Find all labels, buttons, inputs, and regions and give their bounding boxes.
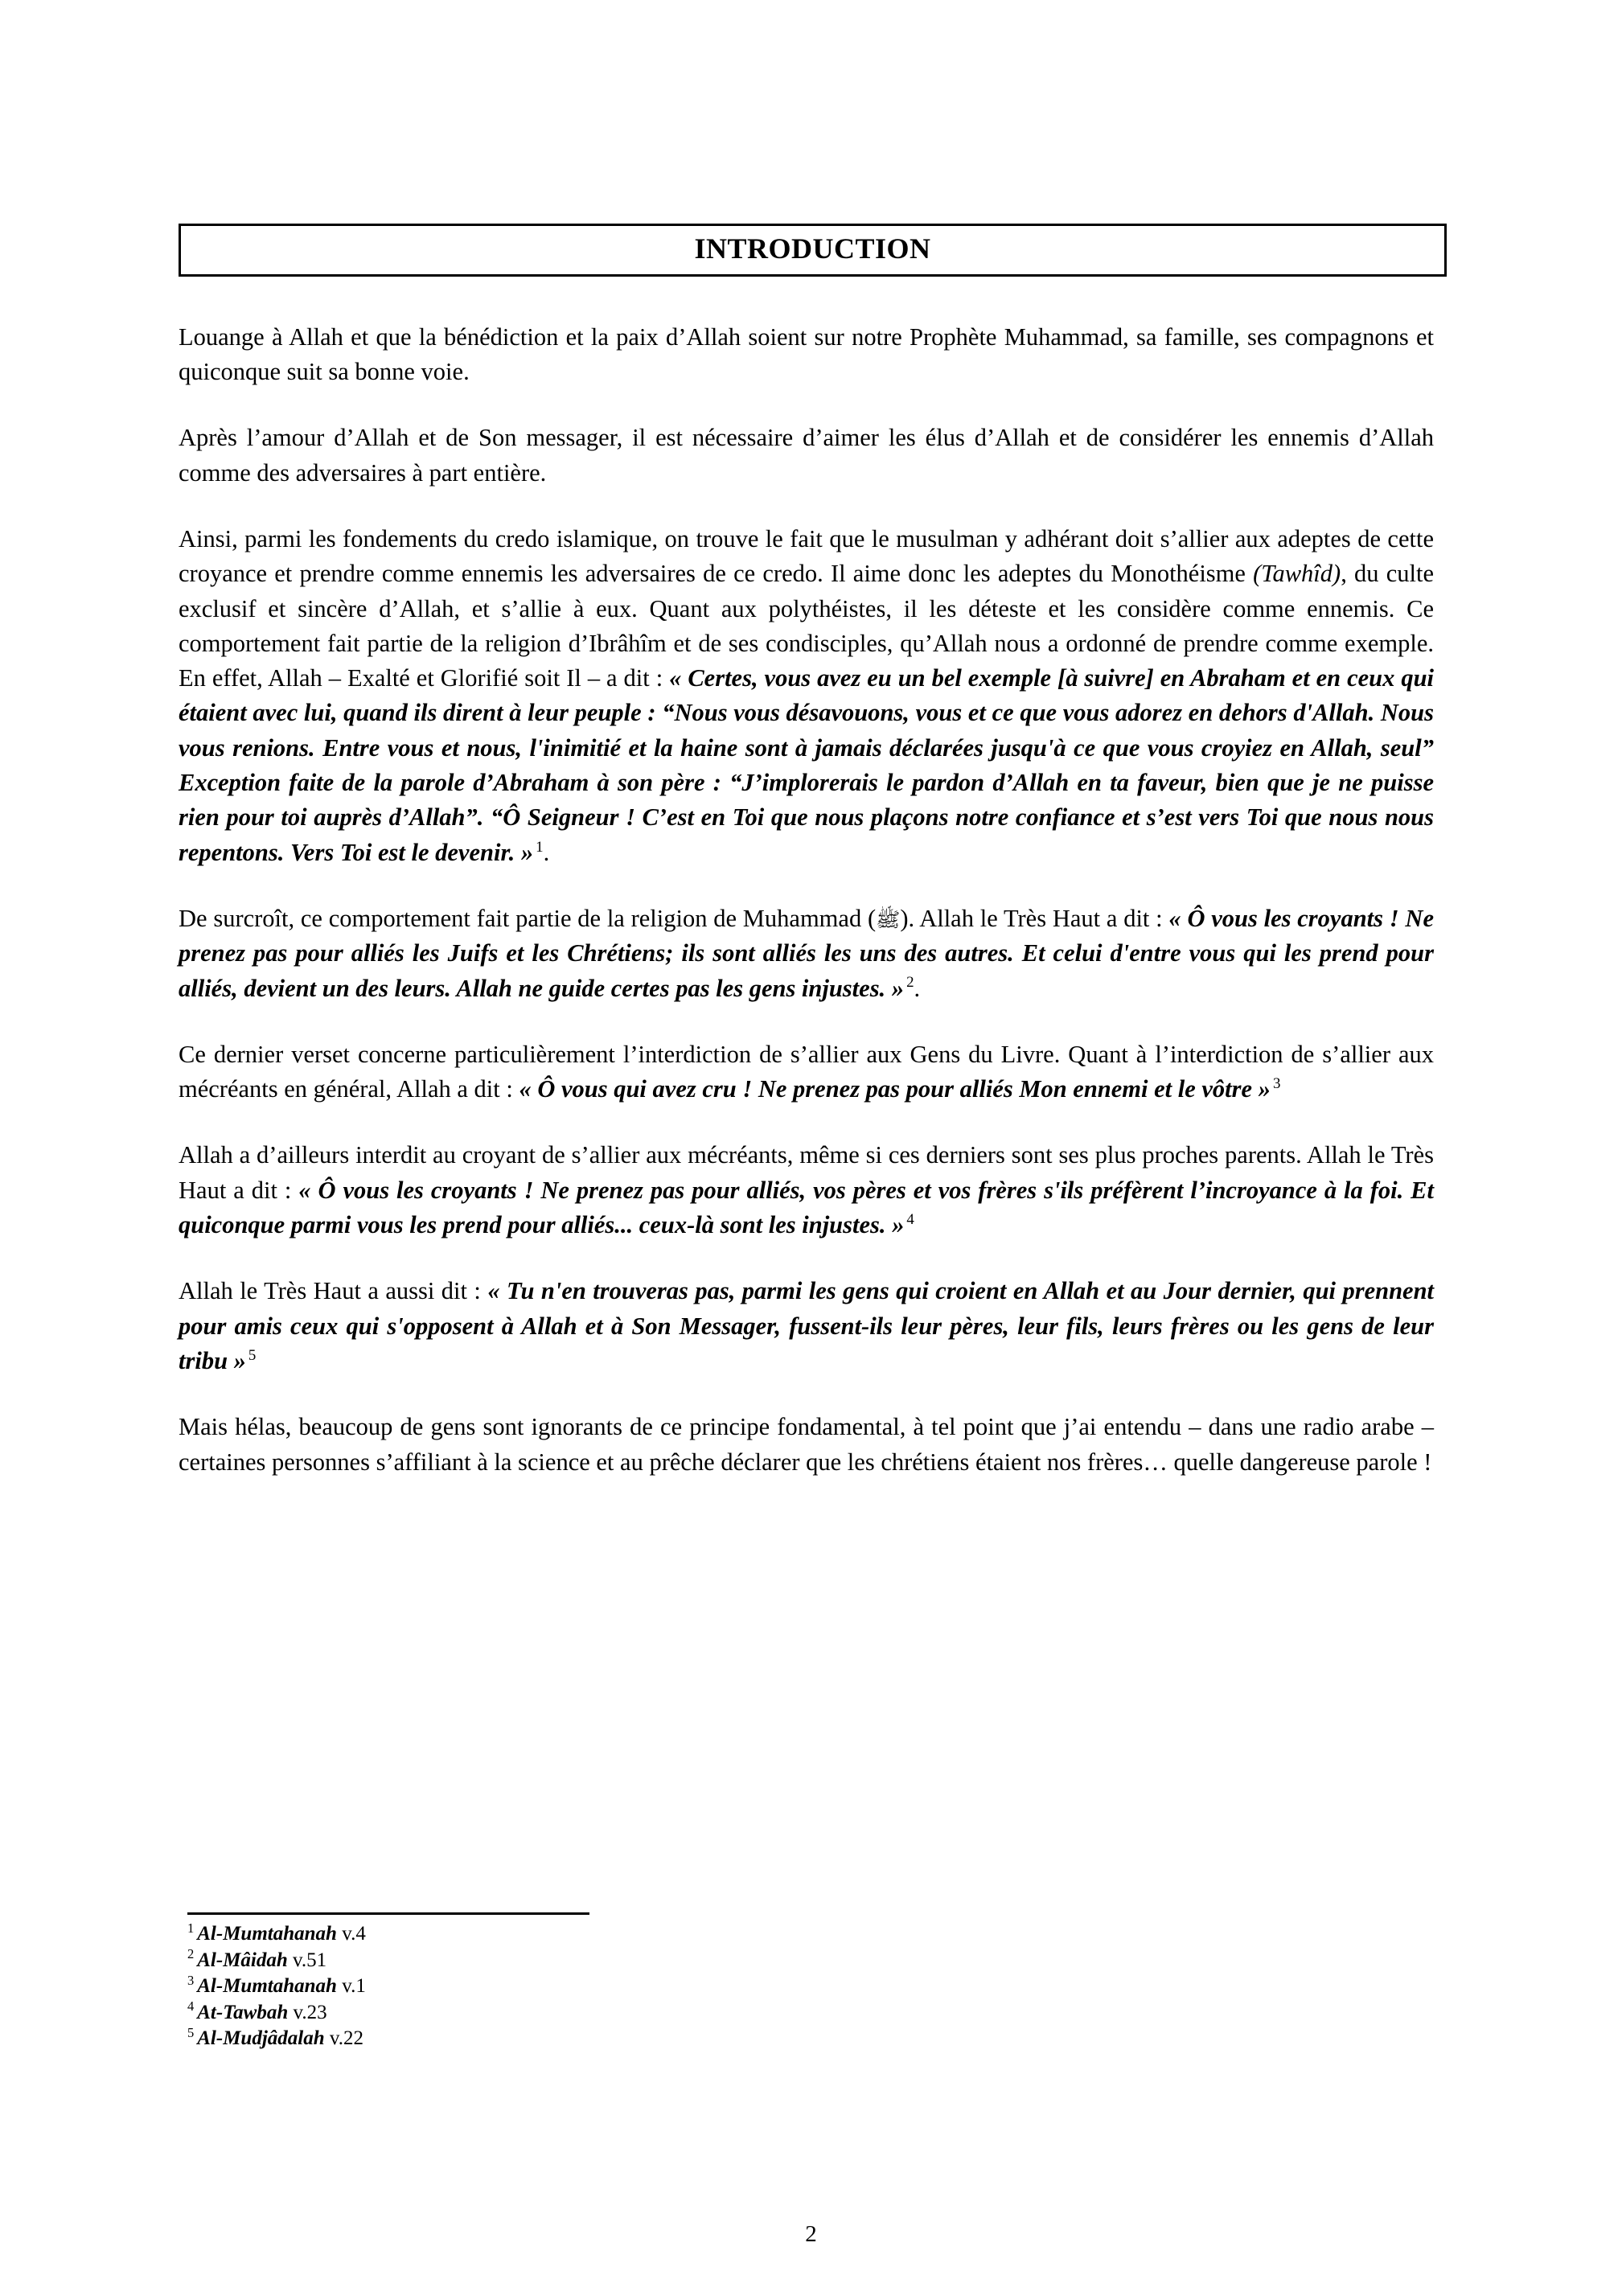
footnote-source: Al-Mâidah <box>197 1949 288 1971</box>
paragraph-1: Louange à Allah et que la bénédiction et la paix d’Allah soient sur notre Prophète Muhammad, sa famille, ses compagnons et quiconque suit sa bonne voie. <box>179 322 1434 386</box>
footnote-number[interactable]: 1 <box>187 1920 195 1936</box>
footnote-verse: v.22 <box>329 2027 364 2049</box>
page-title: INTRODUCTION <box>694 232 931 265</box>
paragraph-6 <box>179 1138 1434 1242</box>
footnote-verse: v.4 <box>342 1923 366 1945</box>
footnote-ref-1[interactable]: 1 <box>536 838 544 856</box>
footnote-number[interactable]: 4 <box>187 1998 195 2015</box>
footnote-list <box>187 1921 1313 2052</box>
footnote-ref-4[interactable]: 4 <box>906 1210 914 1228</box>
quran-quote-2: « Ô vous les croyants ! Ne prenez pas pour alliés les Juifs et les Chrétiens; ils sont alliés les uns des autres. Et celui d'entre vous qui les prend pour alliés, devient un des leurs. Allah ne guide certes pas les gens injustes. » <box>179 904 1434 1002</box>
footnote-source: Al-Mumtahanah <box>197 1975 337 1997</box>
paragraph-3-tail: . <box>543 838 550 866</box>
paragraph-4-tail: . <box>914 974 921 1002</box>
page-number: 2 <box>805 2221 817 2247</box>
paragraph-6-lead: Allah a d’ailleurs interdit au croyant de s’allier aux mécréants, même si ces derniers sont ses plus proches parents. Allah le Très Haut a dit : <box>179 1141 1434 1204</box>
footnote-item <box>187 1974 1313 2000</box>
salawat-icon: ﷺ <box>876 907 901 931</box>
paragraph-2: Après l’amour d’Allah et de Son messager, il est nécessaire d’aimer les élus d’Allah et de considérer les ennemis d’Allah comme des adversaires à part entière. <box>179 424 1434 487</box>
footnote-verse: v.51 <box>293 1949 327 1971</box>
footnote-item <box>187 1921 1313 1948</box>
footnote-item <box>187 1948 1313 1974</box>
paragraph-5-lead: Ce dernier verset concerne particulièrement l’interdiction de s’allier aux Gens du Livre. Quant à l’interdiction de s’allier aux mécréants en général, Allah a dit : <box>179 1040 1434 1103</box>
footnote-source: Al-Mumtahanah <box>197 1923 337 1945</box>
footnote-verse: v.23 <box>293 2001 327 2023</box>
footnote-separator-rule <box>187 1912 589 1915</box>
footnote-number[interactable]: 5 <box>187 2024 195 2040</box>
footnote-item <box>187 2000 1313 2027</box>
footnote-ref-5[interactable]: 5 <box>248 1346 257 1364</box>
footnote-item <box>187 2026 1313 2052</box>
footnote-source: At-Tawbah <box>197 2001 289 2023</box>
page-content <box>179 224 1447 1480</box>
section-title-box <box>179 224 1447 277</box>
footnote-number[interactable]: 2 <box>187 1946 195 1962</box>
footnote-ref-2[interactable]: 2 <box>906 974 914 992</box>
paragraph-7 <box>179 1274 1434 1378</box>
paragraph-4-lead-b: ). Allah le Très Haut a dit : <box>900 904 1169 932</box>
term-tawhid: (Tawhîd) <box>1253 560 1341 588</box>
paragraph-3 <box>179 522 1434 870</box>
quran-quote-5: « Tu n'en trouveras pas, parmi les gens qui croient en Allah et au Jour dernier, qui prennent pour amis ceux qui s'opposent à Allah et à Son Messager, fussent-ils leur pères, leur fils, leurs frères ou les gens de leur tribu » <box>179 1277 1435 1374</box>
paragraph-4 <box>179 902 1434 1006</box>
paragraph-3-lead-a: Ainsi, parmi les fondements du credo islamique, on trouve le fait que le musulman y adhérant doit s’allier aux adeptes de cette croyance et prendre comme ennemis les adversaires de ce credo. Il aime donc les adeptes du Monothéisme <box>179 524 1434 588</box>
footnote-ref-3[interactable]: 3 <box>1272 1074 1281 1092</box>
paragraph-3-lead-b: , du culte exclusif et sincère d’Allah, et s’allie à eux. Quant aux polythéistes, il les déteste et les considère comme ennemis. Ce comportement fait partie de la religion d’Ibrâhîm et de ses condisciples, qu’Allah nous a ordonné de prendre comme exemple. En effet, Allah – Exalté et Glorifié soit Il – a dit : <box>179 560 1434 692</box>
paragraph-8: Mais hélas, beaucoup de gens sont ignorants de ce principe fondamental, à tel point que j’ai entendu – dans une radio arabe – certaines personnes s’affiliant à la science et au prêche déclarer que les chrétiens étaient nos frères… quelle dangereuse parole ! <box>179 1413 1434 1476</box>
footnotes-section <box>187 1912 1313 2052</box>
footnote-verse: v.1 <box>342 1975 366 1997</box>
paragraph-7-lead: Allah le Très Haut a aussi dit : <box>179 1277 488 1305</box>
paragraph-4-lead-a: De surcroît, ce comportement fait partie de la religion de Muhammad ( <box>179 904 877 932</box>
quran-quote-1: « Certes, vous avez eu un bel exemple [à suivre] en Abraham et en ceux qui étaient avec lui, quand ils dirent à leur peuple : “Nous vous désavouons, vous et ce que vous adorez en dehors d'Allah. Nous vous renions. Entre vous et nous, l'inimitié et la haine sont à jamais déclarées jusqu'à ce que vous croyiez en Allah, seul” Exception faite de la parole d’Abraham à son père : “J’implorerais le pardon d’Allah en ta faveur, bien que je ne puisse rien pour toi auprès d’Allah”. “Ô Seigneur ! C’est en Toi que nous plaçons notre confiance et s’est vers Toi que nous nous repentons. Vers Toi est le devenir. » <box>179 664 1435 866</box>
quran-quote-4: « Ô vous les croyants ! Ne prenez pas pour alliés, vos pères et vos frères s'ils préfèrent l’incroyance à la foi. Et quiconque parmi vous les prend pour alliés... ceux-là sont les injustes. » <box>179 1176 1434 1239</box>
quran-quote-3: « Ô vous qui avez cru ! Ne prenez pas pour alliés Mon ennemi et le vôtre » <box>519 1075 1271 1103</box>
footnote-source: Al-Mudjâdalah <box>197 2027 325 2049</box>
paragraph-5 <box>179 1037 1434 1107</box>
footnote-number[interactable]: 3 <box>187 1972 195 1988</box>
